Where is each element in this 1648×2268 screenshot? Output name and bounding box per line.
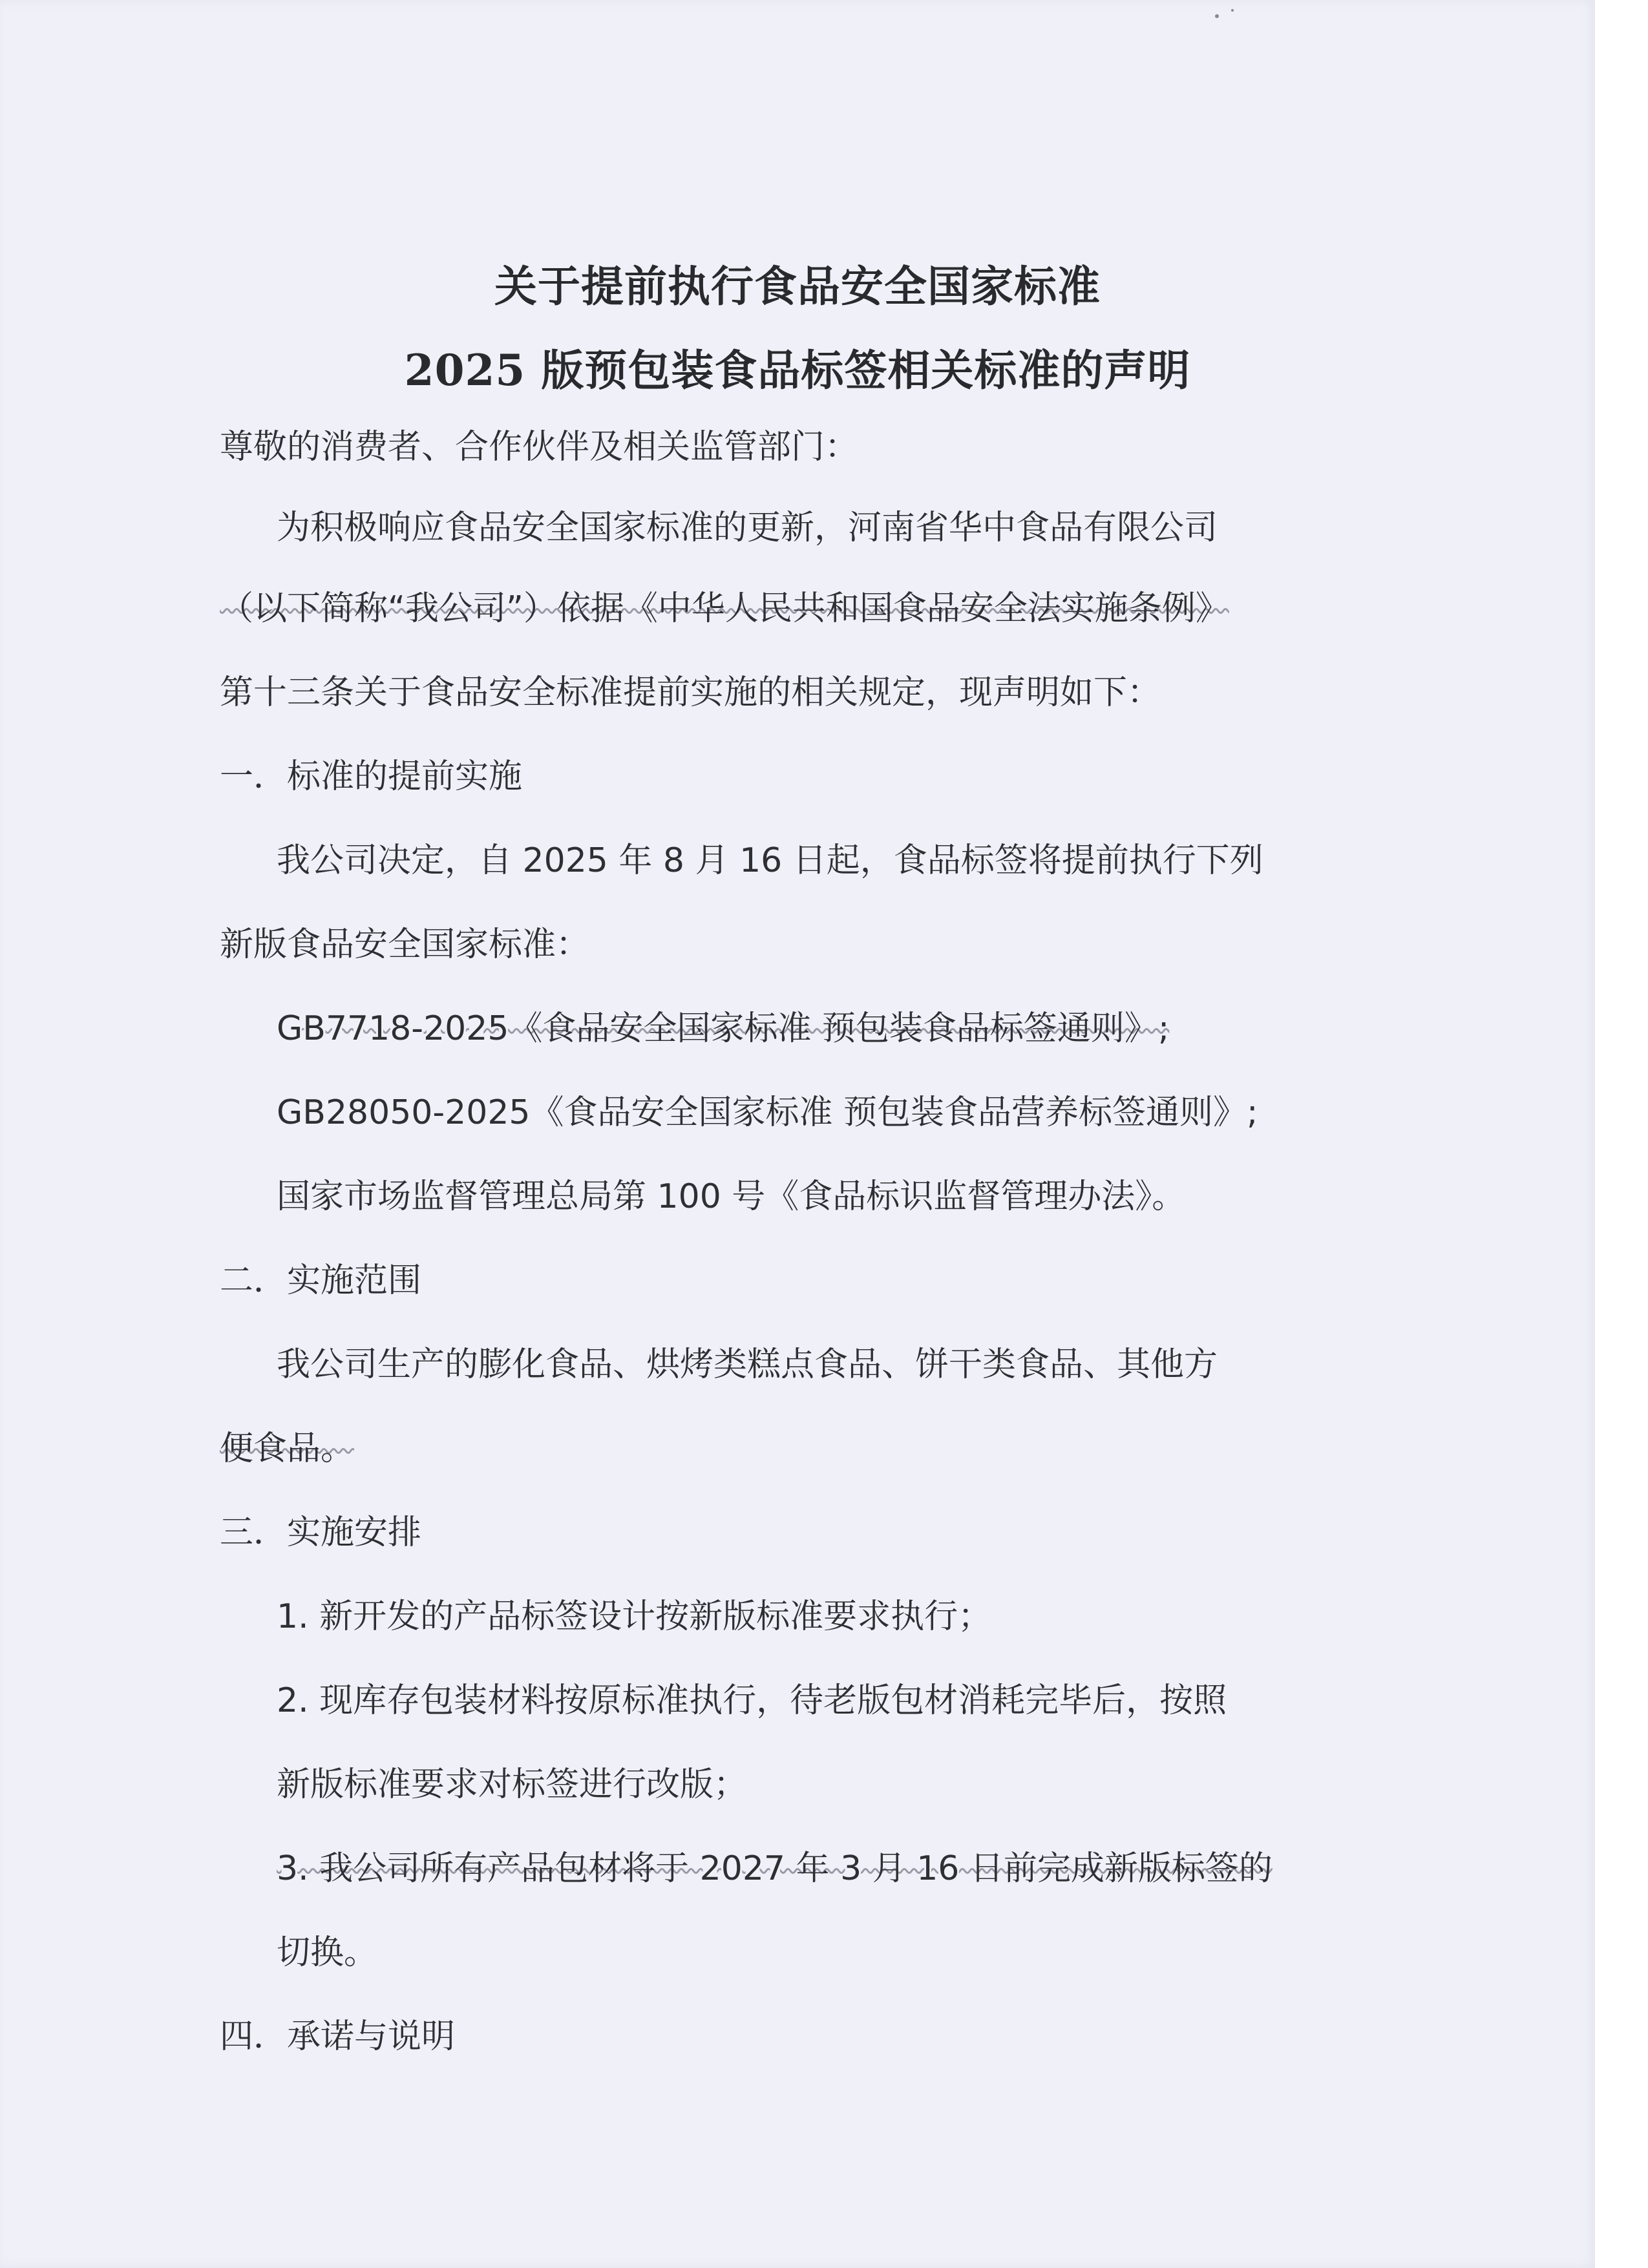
section-1-regulation-100: 国家市场监督管理总局第 100 号《食品标识监督管理办法》。 xyxy=(277,1177,1186,1216)
section-heading-2: 二．实施范围 xyxy=(220,1261,422,1300)
document-title-line-1: 关于提前执行食品安全国家标准 xyxy=(494,261,1101,311)
intro-line-3: 第十三条关于食品安全标准提前实施的相关规定，现声明如下： xyxy=(220,673,1161,712)
scan-speck xyxy=(1231,9,1234,12)
section-3-item-1: 1. 新开发的产品标签设计按新版标准要求执行； xyxy=(277,1597,992,1636)
section-heading-4: 四．承诺与说明 xyxy=(220,2017,456,2056)
section-3-item-3-cont: 切换。 xyxy=(277,1933,378,1972)
section-3-item-3: 3. 我公司所有产品包材将于 2027 年 3 月 16 日前完成新版标签的 xyxy=(277,1849,1273,1888)
page-edge xyxy=(1595,0,1648,2268)
section-heading-3: 三．实施安排 xyxy=(220,1513,422,1552)
section-2-line-2: 便食品。 xyxy=(220,1429,355,1468)
section-heading-1: 一．标准的提前实施 xyxy=(220,757,523,796)
intro-line-2: （以下简称“我公司”）依据《中华人民共和国食品安全法实施条例》 xyxy=(220,589,1229,628)
section-2-line-1: 我公司生产的膨化食品、烘烤类糕点食品、饼干类食品、其他方 xyxy=(277,1345,1218,1384)
section-1-line-2: 新版食品安全国家标准： xyxy=(220,925,590,964)
section-1-standard-gb28050: GB28050-2025《食品安全国家标准 预包装食品营养标签通则》; xyxy=(277,1093,1258,1132)
section-3-item-2: 2. 现库存包装材料按原标准执行，待老版包材消耗完毕后，按照 xyxy=(277,1681,1227,1720)
intro-line-1: 为积极响应食品安全国家标准的更新，河南省华中食品有限公司 xyxy=(277,509,1218,547)
salutation: 尊敬的消费者、合作伙伴及相关监管部门： xyxy=(220,428,859,467)
section-1-standard-gb7718: GB7718-2025《食品安全国家标准 预包装食品标签通则》; xyxy=(277,1009,1170,1048)
section-3-item-2-cont: 新版标准要求对标签进行改版； xyxy=(277,1765,748,1804)
section-1-line-1: 我公司决定，自 2025 年 8 月 16 日起，食品标签将提前执行下列 xyxy=(277,841,1263,880)
document-title-line-2: 2025 版预包装食品标签相关标准的声明 xyxy=(404,345,1191,395)
scan-speck xyxy=(1215,14,1219,18)
